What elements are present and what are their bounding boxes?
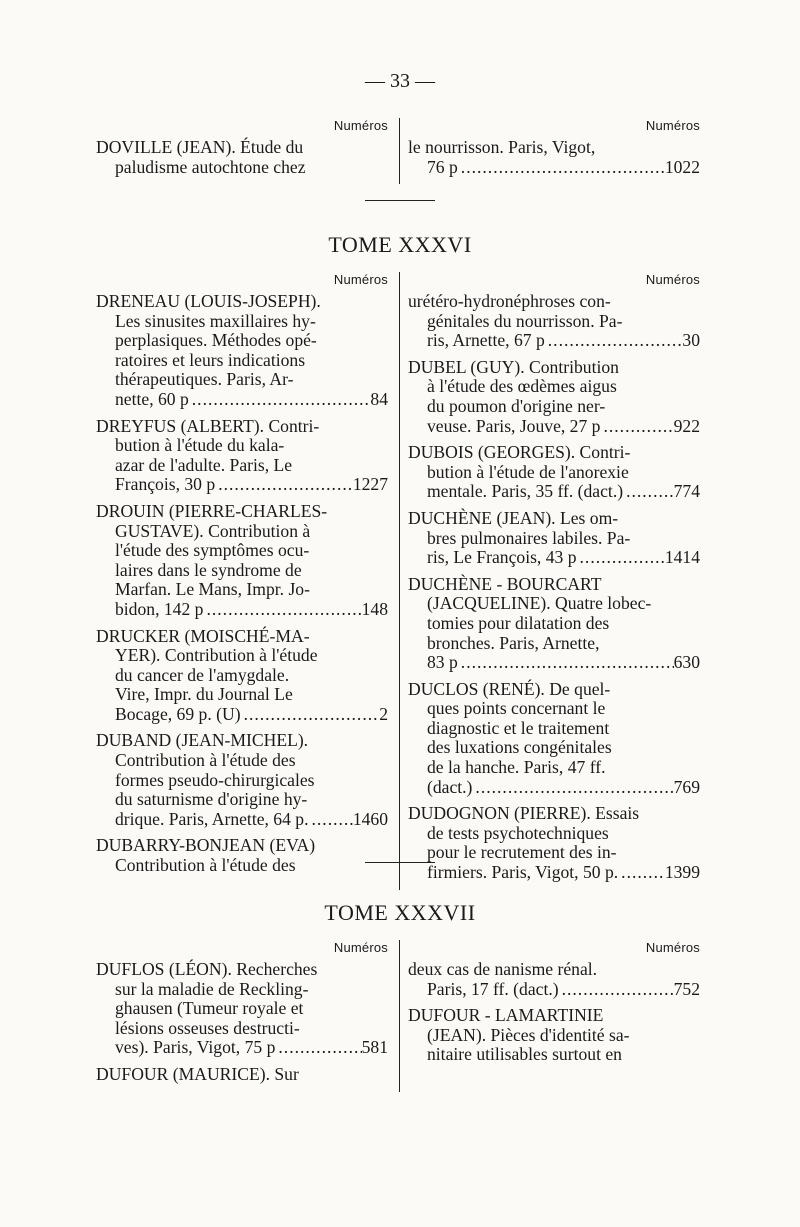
entry-leader-line bbox=[408, 980, 700, 1000]
entry-number: 1399 bbox=[664, 862, 700, 883]
section-tome-37 bbox=[96, 940, 700, 1092]
numeros-header: Numéros bbox=[333, 940, 388, 955]
entry-number: 922 bbox=[673, 415, 700, 436]
entry-line: YER). Contribution à l'étude bbox=[115, 645, 318, 666]
entry-last-line: drique. Paris, Arnette, 64 p. bbox=[115, 808, 309, 829]
entry-line: Contribution à l'étude des bbox=[115, 855, 296, 876]
entry-last-line: nette, 60 p bbox=[115, 388, 189, 409]
entry-leader-line bbox=[408, 158, 700, 178]
entry-leader-line bbox=[96, 1038, 388, 1058]
numeros-header: Numéros bbox=[333, 272, 388, 287]
entry-line: Vire, Impr. du Journal Le bbox=[115, 684, 293, 705]
entry-line: Contribution à l'étude des bbox=[115, 750, 296, 771]
bibliography-entry bbox=[408, 804, 700, 882]
entry-number: 84 bbox=[370, 388, 388, 409]
entry-leader-line bbox=[408, 653, 700, 673]
entry-line: DOVILLE (JEAN). Étude du bbox=[96, 137, 304, 157]
entry-leader-line bbox=[408, 548, 700, 568]
section-rule bbox=[365, 200, 435, 201]
entry-line: bution à l'étude du kala- bbox=[115, 435, 285, 456]
entry-last-line: 76 p bbox=[427, 156, 458, 177]
entry-line: paludisme autochtone chez bbox=[115, 156, 306, 177]
entry-number: 1227 bbox=[352, 474, 388, 495]
section-rule bbox=[365, 862, 435, 863]
dot-leader bbox=[600, 417, 673, 437]
bibliography-entry bbox=[408, 509, 700, 568]
entry-last-line: François, 30 p bbox=[115, 474, 216, 495]
bibliography-entry bbox=[96, 731, 388, 829]
entry-line: sur la maladie de Reckling- bbox=[115, 978, 309, 999]
bibliography-entry bbox=[408, 443, 700, 502]
entry-last-line: Bocage, 69 p. (U) bbox=[115, 703, 241, 724]
right-column bbox=[408, 940, 700, 1092]
entry-line: DUFLOS (LÉON). Recherches bbox=[96, 959, 318, 979]
entry-line: à l'étude des œdèmes aigus bbox=[427, 376, 617, 397]
entry-line: DUBAND (JEAN-MICHEL). bbox=[96, 730, 309, 751]
entry-line: DREYFUS (ALBERT). Contri- bbox=[96, 415, 320, 436]
entry-leader-line bbox=[96, 600, 388, 620]
entry-last-line: ves). Paris, Vigot, 75 p bbox=[115, 1037, 276, 1058]
entry-leader-line bbox=[408, 417, 700, 437]
entry-line: DUFOUR - LAMARTINIE bbox=[408, 1005, 604, 1026]
entry-number: 630 bbox=[673, 652, 700, 673]
entry-line: ghausen (Tumeur royale et bbox=[115, 998, 304, 1019]
entry-leader-line bbox=[96, 810, 388, 830]
entry-line: génitales du nourrisson. Pa- bbox=[427, 310, 623, 331]
bibliography-entry bbox=[408, 138, 700, 177]
numeros-header: Numéros bbox=[645, 940, 700, 955]
entry-number: 1414 bbox=[664, 547, 700, 568]
dot-leader bbox=[241, 705, 380, 725]
entry-number: 1022 bbox=[664, 156, 700, 177]
dot-leader bbox=[215, 475, 353, 495]
entry-line: ques points concernant le bbox=[427, 698, 606, 719]
entry-last-line: mentale. Paris, 35 ff. (dact.) bbox=[427, 481, 624, 502]
column-divider bbox=[399, 272, 400, 890]
entry-leader-line bbox=[408, 331, 700, 351]
entry-line: deux cas de nanisme rénal. bbox=[408, 959, 598, 979]
entry-line: laires dans le syndrome de bbox=[115, 559, 302, 580]
entry-leader-line bbox=[408, 863, 700, 883]
entry-line: nitaire utilisables surtout en bbox=[427, 1044, 622, 1065]
entry-number: 752 bbox=[673, 978, 700, 999]
entry-line: lésions osseuses destructi- bbox=[115, 1017, 300, 1038]
bibliography-entry bbox=[96, 627, 388, 725]
entry-line: DUCHÈNE - BOURCART bbox=[408, 573, 602, 594]
left-column bbox=[96, 118, 388, 184]
dot-leader bbox=[203, 600, 361, 620]
entry-line: urétéro-hydronéphroses con- bbox=[408, 291, 611, 311]
dot-leader bbox=[189, 390, 371, 410]
entry-line: du poumon d'origine ner- bbox=[427, 395, 606, 416]
dot-leader bbox=[577, 548, 665, 568]
entry-leader-line bbox=[96, 390, 388, 410]
dot-leader bbox=[618, 863, 665, 883]
entry-line: DUFOUR (MAURICE). Sur bbox=[96, 1063, 299, 1084]
entry-last-line: ris, Arnette, 67 p bbox=[427, 330, 545, 351]
entry-line: azar de l'adulte. Paris, Le bbox=[115, 454, 293, 475]
entry-line: (JACQUELINE). Quatre lobec- bbox=[427, 593, 652, 614]
tome-heading: TOME XXXVI bbox=[328, 232, 472, 257]
column-divider bbox=[399, 118, 400, 184]
entry-line: DUCLOS (RENÉ). De quel- bbox=[408, 678, 611, 699]
entry-number: 2 bbox=[379, 703, 388, 724]
entry-line: pour le recrutement des in- bbox=[427, 842, 617, 863]
bibliography-entry bbox=[96, 292, 388, 410]
entry-line: formes pseudo-chirurgicales bbox=[115, 769, 315, 790]
bibliography-entry bbox=[96, 960, 388, 1058]
entry-line: des luxations congénitales bbox=[427, 737, 612, 758]
entry-line: bution à l'étude de l'anorexie bbox=[427, 461, 629, 482]
dot-leader bbox=[458, 158, 665, 178]
entry-number: 581 bbox=[361, 1037, 388, 1058]
entry-last-line: 83 p bbox=[427, 652, 458, 673]
entry-line: de tests psychotechniques bbox=[427, 822, 609, 843]
dot-leader bbox=[623, 482, 674, 502]
dot-leader bbox=[275, 1038, 361, 1058]
entry-line: DROUIN (PIERRE-CHARLES- bbox=[96, 500, 328, 521]
bibliography-entry bbox=[408, 680, 700, 798]
entry-line: DUBOIS (GEORGES). Contri- bbox=[408, 442, 631, 463]
bibliography-entry bbox=[96, 502, 388, 620]
entry-last-line: Paris, 17 ff. (dact.) bbox=[427, 978, 559, 999]
numeros-header: Numéros bbox=[645, 272, 700, 287]
entry-line: DUCHÈNE (JEAN). Les om- bbox=[408, 507, 619, 528]
bibliography-entry bbox=[408, 575, 700, 673]
entry-line: de la hanche. Paris, 47 ff. bbox=[427, 757, 606, 778]
entry-line: du cancer de l'amygdale. bbox=[115, 664, 290, 685]
bibliography-entry bbox=[96, 138, 388, 177]
entry-leader-line bbox=[408, 778, 700, 798]
left-column bbox=[96, 272, 388, 890]
entry-line: tomies pour dilatation des bbox=[427, 612, 610, 633]
dot-leader bbox=[559, 980, 674, 1000]
entry-last-line: ris, Le François, 43 p bbox=[427, 547, 577, 568]
entry-number: 30 bbox=[682, 330, 700, 351]
bibliography-entry bbox=[96, 1065, 388, 1085]
dot-leader bbox=[545, 331, 683, 351]
right-column bbox=[408, 272, 700, 890]
dot-leader bbox=[309, 810, 353, 830]
section-continuation bbox=[96, 118, 700, 184]
bibliography-entry bbox=[408, 1006, 700, 1065]
bibliography-entry bbox=[408, 960, 700, 999]
bibliography-entry bbox=[96, 417, 388, 495]
entry-number: 148 bbox=[361, 598, 388, 619]
entry-line: Les sinusites maxillaires hy- bbox=[115, 310, 316, 331]
dot-leader bbox=[458, 653, 674, 673]
left-column bbox=[96, 940, 388, 1092]
entry-line: le nourrisson. Paris, Vigot, bbox=[408, 137, 596, 157]
entry-line: ratoires et leurs indications bbox=[115, 349, 306, 370]
page-number: — 33 — bbox=[365, 70, 435, 92]
entry-line: diagnostic et le traitement bbox=[427, 717, 610, 738]
entry-line: DRUCKER (MOISCHÉ-MA- bbox=[96, 625, 310, 646]
entry-last-line: veuse. Paris, Jouve, 27 p bbox=[427, 415, 601, 436]
bibliography-entry bbox=[408, 292, 700, 351]
entry-line: l'étude des symptômes ocu- bbox=[115, 540, 310, 561]
right-column bbox=[408, 118, 700, 184]
entry-leader-line bbox=[96, 705, 388, 725]
entry-line: DUBEL (GUY). Contribution bbox=[408, 356, 619, 377]
entry-number: 774 bbox=[673, 481, 700, 502]
entry-last-line: bidon, 142 p bbox=[115, 598, 204, 619]
tome-heading: TOME XXXVII bbox=[324, 900, 476, 925]
entry-line: Marfan. Le Mans, Impr. Jo- bbox=[115, 579, 310, 600]
numeros-header: Numéros bbox=[645, 118, 700, 133]
entry-line: DUDOGNON (PIERRE). Essais bbox=[408, 803, 640, 824]
column-divider bbox=[399, 940, 400, 1092]
entry-last-line: (dact.) bbox=[427, 776, 473, 797]
entry-line: thérapeutiques. Paris, Ar- bbox=[115, 369, 294, 390]
entry-line: DRENEAU (LOUIS-JOSEPH). bbox=[96, 291, 321, 311]
entry-number: 1460 bbox=[352, 808, 388, 829]
entry-line: bronches. Paris, Arnette, bbox=[427, 632, 600, 653]
numeros-header: Numéros bbox=[333, 118, 388, 133]
entry-last-line: firmiers. Paris, Vigot, 50 p. bbox=[427, 862, 619, 883]
entry-leader-line bbox=[96, 475, 388, 495]
section-tome-36 bbox=[96, 272, 700, 890]
entry-line: bres pulmonaires labiles. Pa- bbox=[427, 527, 631, 548]
bibliography-entry bbox=[408, 358, 700, 436]
entry-line: perplasiques. Méthodes opé- bbox=[115, 330, 317, 351]
entry-line: GUSTAVE). Contribution à bbox=[115, 520, 311, 541]
entry-line: (JEAN). Pièces d'identité sa- bbox=[427, 1024, 630, 1045]
dot-leader bbox=[472, 778, 673, 798]
entry-leader-line bbox=[408, 482, 700, 502]
bibliography-entry bbox=[96, 836, 388, 875]
entry-line: DUBARRY-BONJEAN (EVA) bbox=[96, 835, 316, 856]
entry-line: du saturnisme d'origine hy- bbox=[115, 789, 308, 810]
entry-number: 769 bbox=[673, 776, 700, 797]
